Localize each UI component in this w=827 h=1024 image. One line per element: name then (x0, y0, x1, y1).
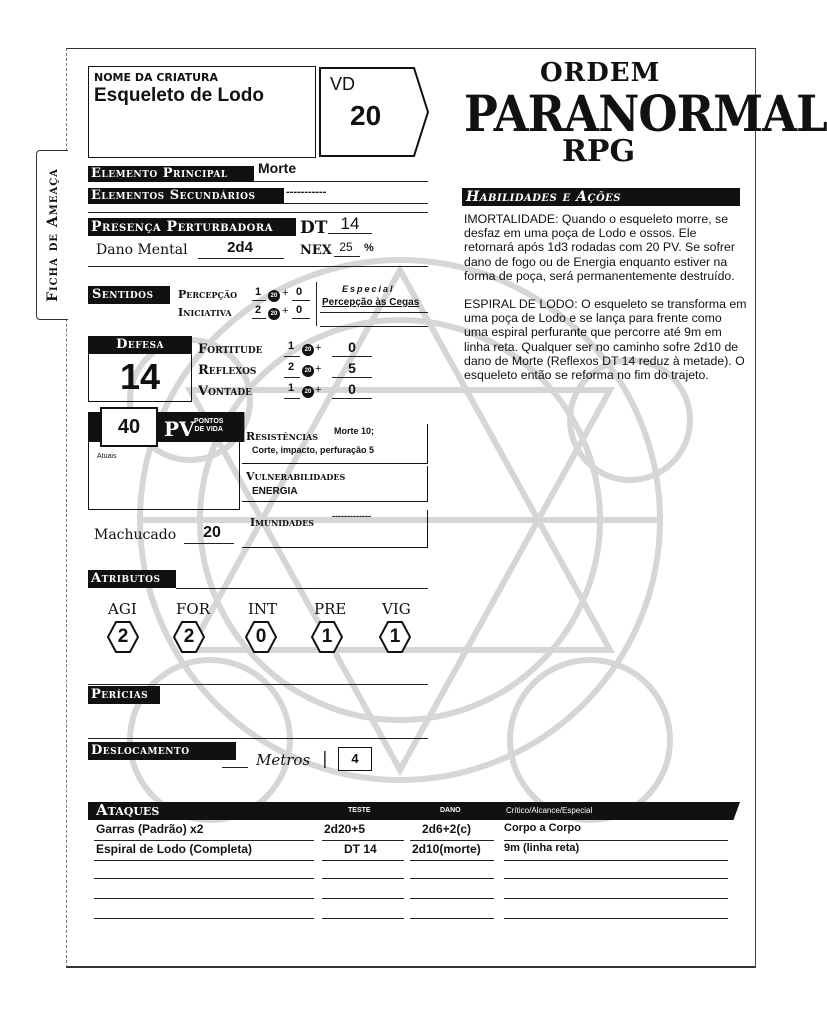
d20-icon: 20 (302, 365, 314, 377)
attr-vig-hex[interactable] (378, 620, 412, 654)
creature-name: Esqueleto de Lodo (94, 85, 264, 106)
metros-separator: | (322, 749, 328, 769)
attr-vig-value: 1 (389, 626, 401, 647)
vd-box[interactable] (318, 66, 430, 158)
creature-name-box[interactable] (88, 66, 316, 158)
reflexos-bonus[interactable]: 5 (348, 360, 356, 376)
habilidades-label: Habilidades e Ações (462, 188, 740, 206)
metros-label: Metros (256, 751, 311, 769)
col-dano: DANO (440, 807, 461, 814)
dano-mental-value[interactable]: 2d4 (227, 239, 253, 256)
fortitude-label: Fortitude (198, 342, 263, 357)
presenca-dt-value[interactable]: 14 (340, 214, 360, 233)
logo-ordem: ORDEM (540, 58, 661, 88)
attack-name: Espiral de Lodo (Completa) (96, 842, 253, 856)
attack-dano: 2d10(morte) (412, 842, 481, 856)
presenca-label: Presença Perturbadora (88, 218, 296, 236)
plus-sign: + (315, 384, 322, 396)
defesa-box[interactable] (88, 354, 192, 402)
fortitude-dice[interactable]: 1 (288, 340, 295, 352)
imunidades-label: Imunidades (250, 516, 314, 529)
pv-sublabel: PONTOS DE VIDA (194, 418, 224, 433)
pv-label: PV (164, 417, 195, 441)
attr-int-value: 0 (255, 626, 267, 647)
habilidade-espiral: ESPIRAL DE LODO: O esqueleto se transforma em uma poça de Lodo e se lança para frente como uma espiral perfurante que percorre até 9m em linha reta. Qualquer ser no caminho sofre 2d10 de dano de Morte (Reflexos DT 14 reduz à metade). O esqueleto então se reforma no fim do trajeto. (464, 297, 747, 383)
machucado-label: Machucado (94, 527, 177, 543)
side-tab-label: Ficha de Ameaça (44, 168, 61, 302)
especial-label: Especial (342, 284, 395, 294)
ataques-header (88, 802, 740, 820)
pv-atuais-label: Atuais (97, 453, 117, 460)
side-tab (36, 150, 68, 320)
attr-agi-hex[interactable] (106, 620, 140, 654)
quadrados-value[interactable]: 4 (338, 747, 372, 771)
attack-row[interactable] (88, 842, 728, 862)
resistencias-line2: Corte, impacto, perfuração 5 (252, 445, 375, 455)
presenca-dt-label: DT (300, 218, 328, 238)
reflexos-dice[interactable]: 2 (288, 361, 295, 373)
reflexos-label: Reflexos (198, 363, 257, 378)
attr-vig-name: VIG (382, 600, 411, 618)
vd-label: VD (330, 74, 356, 94)
vulnerabilidades-value: ENERGIA (252, 486, 298, 497)
plus-sign: + (315, 363, 322, 375)
atributos-label: Atributos (88, 570, 176, 588)
col-critico: Crítico/Alcance/Especial (506, 806, 593, 815)
defesa-value: 14 (119, 356, 161, 397)
iniciativa-bonus[interactable]: 0 (296, 304, 303, 316)
deslocamento-metros-value[interactable]: 6 (230, 748, 237, 760)
defesa-label: Defesa (88, 336, 192, 354)
attr-pre-value: 1 (321, 626, 333, 647)
attack-especial: 9m (linha reta) (504, 842, 580, 854)
attr-pre-hex[interactable] (310, 620, 344, 654)
pericias-label: Perícias (88, 686, 160, 704)
nex-label: NEX (300, 243, 332, 258)
percepcao-dice[interactable]: 1 (255, 286, 262, 298)
fortitude-bonus[interactable]: 0 (348, 339, 356, 355)
resistencias-line1: Morte 10; (334, 426, 375, 436)
attack-teste: DT 14 (344, 842, 377, 856)
habilidades-text[interactable] (464, 212, 748, 396)
percepcao-label: Percepção (178, 288, 238, 301)
vontade-bonus[interactable]: 0 (348, 381, 356, 397)
vulnerabilidades-label: Vulnerabilidades (246, 470, 346, 483)
creature-name-label: NOME DA CRIATURA (94, 71, 219, 84)
imunidades-value: ------------- (332, 511, 371, 521)
attr-int-name: INT (248, 600, 278, 618)
logo-rpg: RPG (562, 134, 636, 169)
percepcao-bonus[interactable]: 0 (296, 286, 303, 298)
attack-row[interactable] (88, 822, 728, 842)
nex-percent: % (364, 242, 374, 254)
plus-sign: + (315, 342, 322, 354)
d20-icon: 20 (302, 344, 314, 356)
attr-int-hex[interactable] (244, 620, 278, 654)
sentidos-label: Sentidos (88, 286, 170, 304)
vd-value: 20 (350, 100, 382, 131)
logo-paranormal: PARANORMAL (464, 84, 827, 143)
attack-especial: Corpo a Corpo (504, 822, 581, 834)
d20-icon: 20 (268, 308, 280, 320)
vontade-label: Vontade (198, 384, 253, 399)
col-teste: TESTE (348, 807, 371, 814)
elemento-principal-label: Elemento Principal (88, 166, 254, 182)
machucado-value[interactable]: 20 (203, 524, 221, 541)
d20-icon: 20 (268, 290, 280, 302)
especial-value[interactable]: Percepção às Cegas (322, 297, 420, 308)
iniciativa-label: Iniciativa (178, 306, 232, 319)
attack-teste: 2d20+5 (324, 822, 366, 836)
ataques-label: Ataques (96, 801, 160, 819)
plus-sign: + (282, 305, 289, 317)
nex-value[interactable]: 25 (339, 240, 353, 254)
attack-name: Garras (Padrão) x2 (96, 822, 204, 836)
attr-for-hex[interactable] (172, 620, 206, 654)
deslocamento-label: Deslocamento (88, 742, 236, 760)
pv-value[interactable]: 40 (100, 407, 158, 447)
d20-icon: 20 (302, 386, 314, 398)
elemento-principal-value[interactable]: Morte (258, 160, 297, 176)
attr-for-value: 2 (183, 626, 195, 647)
elementos-secundarios-value[interactable]: ----------- (286, 186, 327, 198)
plus-sign: + (282, 287, 289, 299)
resistencias-label: Resistências (246, 430, 318, 443)
attr-pre-name: PRE (314, 600, 347, 618)
elementos-secundarios-label: Elementos Secundários (88, 188, 284, 204)
attr-for-name: FOR (176, 600, 210, 618)
habilidade-imortalidade: IMORTALIDADE: Quando o esqueleto morre, se desfaz em uma poça de Lodo e ossos. Ele retornará após 1d3 rodadas com 20 PV. Se sofrer dano de fogo ou de Energia enquanto estiver na forma de poça, será permanentemente destruído. (464, 212, 735, 283)
dano-mental-label: Dano Mental (96, 242, 188, 258)
iniciativa-dice[interactable]: 2 (255, 304, 262, 316)
attr-agi-name: AGI (108, 600, 137, 618)
attack-dano: 2d6+2(c) (422, 822, 472, 836)
vontade-dice[interactable]: 1 (288, 382, 295, 394)
attr-agi-value: 2 (117, 626, 129, 647)
